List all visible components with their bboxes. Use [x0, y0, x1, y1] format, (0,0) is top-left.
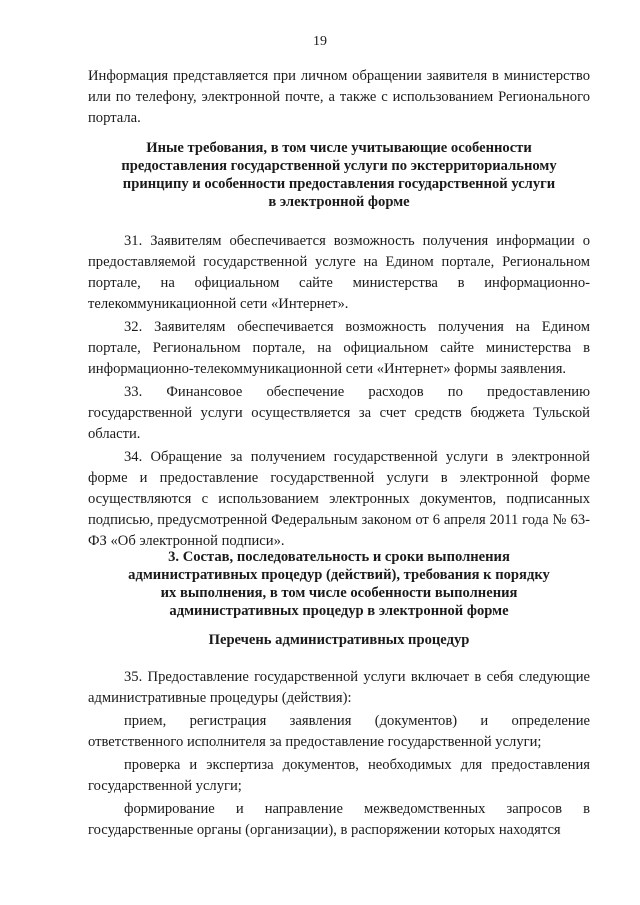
section-heading-other-requirements — [88, 139, 590, 211]
heading-line: принципу и особенности предоставления государственной услуги — [122, 176, 556, 192]
paragraph-34: 34. Обращение за получением государственной услуги в электронной форме и предоставление государственной услуги в электронной форме осуществляются с использованием электронных документов, подписанных подписью, предусмотренной Федеральным законом от 6 апреля 2011 года № 63-ФЗ «Об электронной подписи». — [88, 449, 590, 549]
heading-line: предоставления государственной услуги по экстерриториальному — [121, 158, 557, 174]
paragraph-31: 31. Заявителям обеспечивается возможность получения информации о предоставляемой государственной услуге на Едином портале, Региональном портале, на официальном сайте министерства в информационно-телекоммуникационной сети «Интернет». — [88, 233, 590, 312]
paragraphs-35 — [88, 667, 590, 843]
page-number: 19 — [313, 34, 327, 49]
paragraphs-31-34 — [88, 231, 590, 554]
heading-line: 3. Состав, последовательность и сроки выполнения — [168, 549, 510, 565]
heading-line: их выполнения, в том числе особенности выполнения — [160, 585, 518, 601]
procedure-item: проверка и экспертиза документов, необходимых для предоставления государственной услуги; — [88, 757, 590, 794]
paragraph-33: 33. Финансовое обеспечение расходов по предоставлению государственной услуги осуществляется за счет средств бюджета Тульской области. — [88, 384, 590, 442]
heading-line: в электронной форме — [268, 194, 410, 210]
procedure-item: формирование и направление межведомственных запросов в государственные органы (организации), в распоряжении которых находятся — [88, 801, 590, 838]
section-heading-3 — [88, 548, 590, 620]
paragraph-35: 35. Предоставление государственной услуги включает в себя следующие административные процедуры (действия): — [88, 669, 590, 706]
subheading-text: Перечень административных процедур — [208, 632, 470, 648]
subheading-procedures-list — [88, 631, 590, 649]
procedure-item: прием, регистрация заявления (документов) и определение ответственного исполнителя за предоставление государственной услуги; — [88, 713, 590, 750]
heading-line: административных процедур (действий), требования к порядку — [128, 567, 550, 583]
heading-line: Иные требования, в том числе учитывающие особенности — [146, 140, 532, 156]
heading-line: административных процедур в электронной форме — [169, 603, 509, 619]
intro-paragraph: Информация представляется при личном обращении заявителя в министерство или по телефону, электронной почте, а также с использованием Регионального портала. — [88, 68, 590, 126]
paragraph-32: 32. Заявителям обеспечивается возможность получения на Едином портале, Региональном портале, на официальном сайте министерства в информационно-телекоммуникационной сети «Интернет» формы заявления. — [88, 319, 590, 377]
intro-paragraph-block — [88, 66, 590, 131]
